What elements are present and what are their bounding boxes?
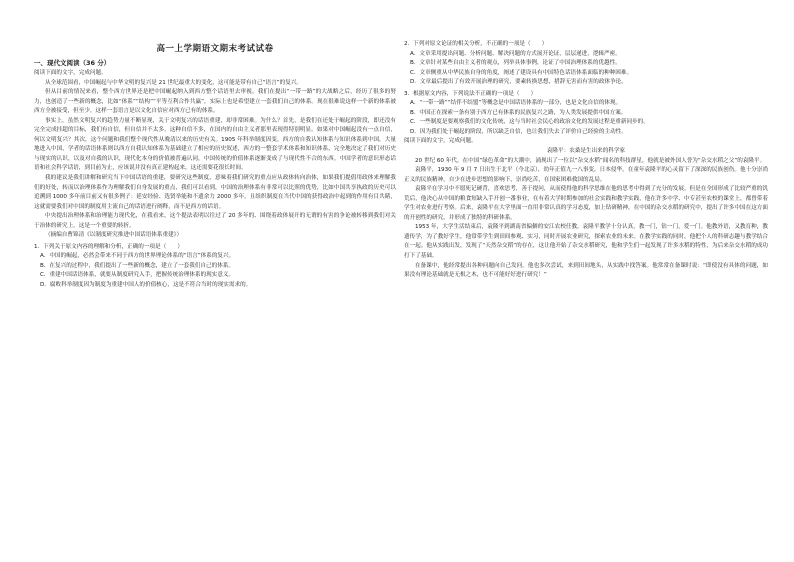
article-title: 袁隆平：农桑是生出来的科学家 (546, 148, 626, 155)
section-title: 一、现代文阅读（36 分） (34, 59, 111, 67)
question-1-option-d: D．腐败科举制度因为制度为重建中国人的价值核心，这是不符合当时的现实需求的。 (40, 282, 252, 289)
question-3-option-c: C．一些制度是要观察我们的文化传统，这与当时社会民心的政治文化的发展过程是重新同步的。 (410, 119, 649, 126)
article-paragraph: 1953 年，大学生活结束后，袁隆平到湖南省偏僻的安江农校任教。袁隆平教学十分认真，教一门，钻一门，爱一门。他教外语，又教育种，教遗传学，为了教好学生，他常带学生到田间参观、实习，同时开展农业研究，探索农业的未来。在教学实践的同时，他把个人的科研志趣与教学结合在一起。他从实践出发，发现了“天然杂交稻”的存在，这让他开始了杂交水稻研究，他和学生们一起发现了许多水稻的特性，为后来杂交水稻的成功打下了基础。 (404, 224, 768, 260)
article-paragraph: 我的建议是我们讲解和研究当下中国话语的重建，要研究这些制度，意味着我们研究的重点应从政体转向治体，如果我们提倡用政体来理解我们的好处，转而以治理体系作为理解我们自身发展的重点，我们可以看到，中国的治理体系有非常可以比照的优势，比如中国共享执政的历史可以追溯到 1000 多年前目前又有很多例子：延安经验、选贤举能和不遗余力 2000 多年，且组织制度在当代中国的获得政治中起到的作用有目共睹，这就需要我们对中国的制度用主流自己的话语进行阐释，而不是西方的话语。 (34, 175, 396, 210)
article-paragraph: 袁隆平，1930 年 9 月 7 日出生于北平（今北京），幼年正值九一八事变，日本侵华，在童年袁隆平的心灵留下了深深的民族创伤。他十分崇尚正义的民族精神，自少在进步思想的影响下，崇尚吃苦，在国家困难救国的乱局。 (404, 167, 768, 183)
question-3-option-b: B．中国正在探索一条有别于西方已有体系的民族复兴之路，为人类发展提供中国方案。 (410, 109, 627, 116)
right-column (404, 0, 768, 562)
question-3-option-d: D．因为我们处于崛起的阶段，所以缺乏自信，也让我们失去了评价自己经验的主动性。 (410, 128, 627, 135)
article-paragraph: 袁隆平在学习中不愿死记硬背，喜欢思考，善于提问，从而使得他的科学思维在他的思考中得到了充分的发展。但是在全国形成了比较严重的饥荒后，他决心从中国的粮食短缺入手开创一番事业，在有着大学时期参加的社会实践和教学实践，他在许多中学、中专甚至农校的课堂上，都曾带着学生对农业进行考察。后来，袁隆平在大学里面一直用非常认真的学习态度，加上钻研精神，在中国的杂交水稻的研究中，提出了许多中国在这方面的开创性的研究，并形成了独特的科研体系。 (404, 186, 768, 221)
article-source: （摘编自曹锦清《以制度研究推进中国话语体系重建》） (45, 232, 183, 239)
reading-instruction: 阅读下面的文字，完成问题。 (404, 138, 477, 145)
question-2-option-b: B．文章针对某些自由主义者的观点，列举具体事例，论证了中国治理体系的优越性。 (410, 60, 621, 67)
question-1-option-b: B．在复兴的过程中，我们提出了一些新的概念，建立了一套我们自己的体系。 (40, 262, 235, 269)
article-paragraph: 从全球范围看，中国崛起与中华文明的复兴是 21 世纪最重大的变化，这可能是带有自己“语言”的复兴。 (45, 79, 303, 86)
question-1-stem: 1．下列关于原文内容的理解和分析，正确的一项是（ ） (34, 243, 183, 250)
article-paragraph: 但从目前的情况来看，整个西方世界还是把中国崛起纳入到西方整个话语里去审视。我们在提出“一带一路”的大战略之后，经历了很多的努力，也创造了一些新的概念，比如“体系”“结构”“平等互利合作共赢”，实际上也是希望建立一套我们自己的体系。现在很难说这样一个新的体系被西方全被接受，但至少，这样一套语言是以文化自信应对西方已有的体系。 (34, 89, 396, 115)
question-2-option-a: A．文章采用提出问题、分析问题、解决问题的方式展开论证，层层递进，逻辑严密。 (410, 50, 621, 57)
question-2-option-d: D．文章最后提出了有效开展治理的研究，要素转换思想，措辞无害而有害的政体争论。 (410, 79, 627, 86)
article-paragraph: 事实上，虽然文明复兴的趋势力量不断显现，关于文明复兴的话语重建，却非常困难。为什么？首先，是我们在还处于崛起的阶段，即还没有完全完成挂超的目标，我们有自信，但自信并不太多。这种自信不多，在国内的自由主义者那里表现得特别明显。如果对中国崛起没有一点自信，何以文明复兴？其次，这个问题和我们整个现代性从晚清以来的历史有关。1905 年科举制度因变，西方的自我认知体系与知识体系到中国，大量地进入中国，学者的话语体系则以西方自我认知体系为基础建立了相应的历史叙述，西方的一整套学术体系和知识体系，完全地决定了我们对历史与现实的认识，以及对自我的认识，现代化本身的价值被普遍认同，中国传统的价值体系逐渐变成了与现代性不合的东西。中国学者的意识形态话语和社会科学话语，到目前为止，应该说并没有真正建构起来，这还需要花很长时间。 (34, 117, 396, 172)
question-1-option-a: A．中国的崛起，必然会带来不同于西方的世界理论体系的“语言”体系的复兴。 (40, 253, 235, 260)
left-column (34, 0, 396, 562)
question-2-option-c: C．文章侧重从中华民族自身的角度，阐述了建设具有中国特色话语体系面临的种种困难。 (410, 69, 633, 76)
question-2-stem: 2．下列对原文论证的相关分析，不正确的一项是（ ） (404, 41, 548, 47)
article-paragraph: 20 世纪 60 年代，在中国“绿色革命”的大潮中，涌现出了一位以“杂交水稻”闻名的科技群星，他就是被外国人誉为“杂交水稻之父”的袁隆平。 (415, 157, 766, 164)
document-title: 高一上学期语文期末考试试卷 (156, 44, 274, 54)
article-paragraph: 中央提出治理体系和治理能力现代化，在我看来，这个提法表明以往过了 20 多年的、围绕着政体展开的无谓的有害的争论被转移到我们对关于治体的研究上，这是一个重要的转折。 (34, 213, 396, 229)
question-1-option-c: C．重建中国话语体系，就要从制度研究入手，把握传统治理体系的现实意义。 (40, 272, 235, 279)
question-3-stem: 3．根据原文内容，下列说法不正确的一项是（ ） (404, 90, 537, 97)
article-paragraph: 在备课中，他经常提出各种问题向自己发问。他也多次尝试，来到田间地头，从实践中找答案。他常常在备课时说：“即使没有具体的问题，如果没有理论基础就是无根之木，也不可能好好进行研究！” (404, 262, 768, 279)
reading-instruction: 阅读下面的文字，完成问题。 (34, 70, 107, 76)
question-3-option-a: A．“一带一路”“结伴不结盟”等概念是中国话语体系的一部分，也是文化自信的体现。 (410, 100, 622, 107)
